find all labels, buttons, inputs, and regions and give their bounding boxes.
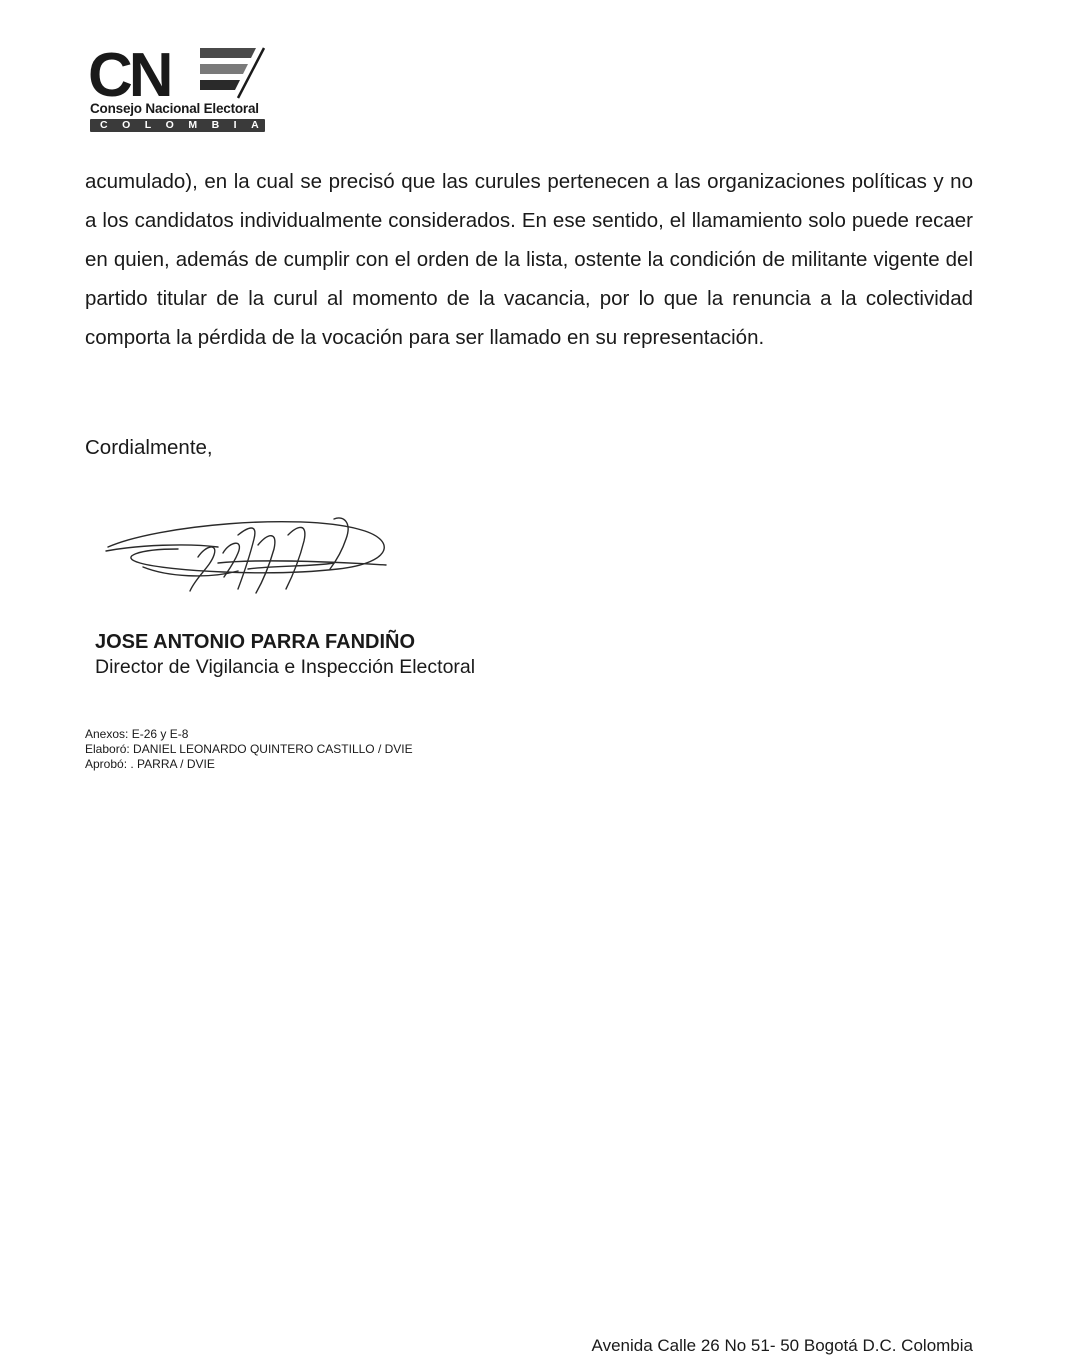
organization-name: Consejo Nacional Electoral bbox=[90, 101, 259, 116]
cne-logo-mark bbox=[88, 44, 268, 100]
annex-anexos: Anexos: E-26 y E-8 bbox=[85, 727, 189, 741]
country-band: COLOMBIA bbox=[90, 119, 265, 132]
annex-elaboro: Elaboró: DANIEL LEONARDO QUINTERO CASTILLO / DVIE bbox=[85, 742, 413, 756]
logo-letters: CN bbox=[88, 44, 170, 100]
annex-block bbox=[85, 727, 413, 772]
handwritten-signature bbox=[98, 505, 398, 605]
letter-paragraph: acumulado), en la cual se precisó que las curules pertenecen a las organizaciones políticas y no a los candidatos individualmente considerados. En ese sentido, el llamamiento solo puede recaer en quien, además de cumplir con el orden de la lista, ostente la condición de militante vigente del partido titular de la curul al momento de la vacancia, por lo que la renuncia a la colectividad comporta la pérdida de la vocación para ser llamado en su representación. bbox=[85, 170, 973, 349]
annex-aprobo: Aprobó: . PARRA / DVIE bbox=[85, 757, 215, 771]
signer-title: Director de Vigilancia e Inspección Electoral bbox=[95, 656, 476, 678]
signer-name: JOSE ANTONIO PARRA FANDIÑO bbox=[95, 631, 416, 653]
cne-logo bbox=[88, 44, 274, 134]
closing-salutation: Cordialmente, bbox=[85, 436, 213, 459]
footer-address: Avenida Calle 26 No 51- 50 Bogotá D.C. Colombia bbox=[591, 1336, 973, 1355]
